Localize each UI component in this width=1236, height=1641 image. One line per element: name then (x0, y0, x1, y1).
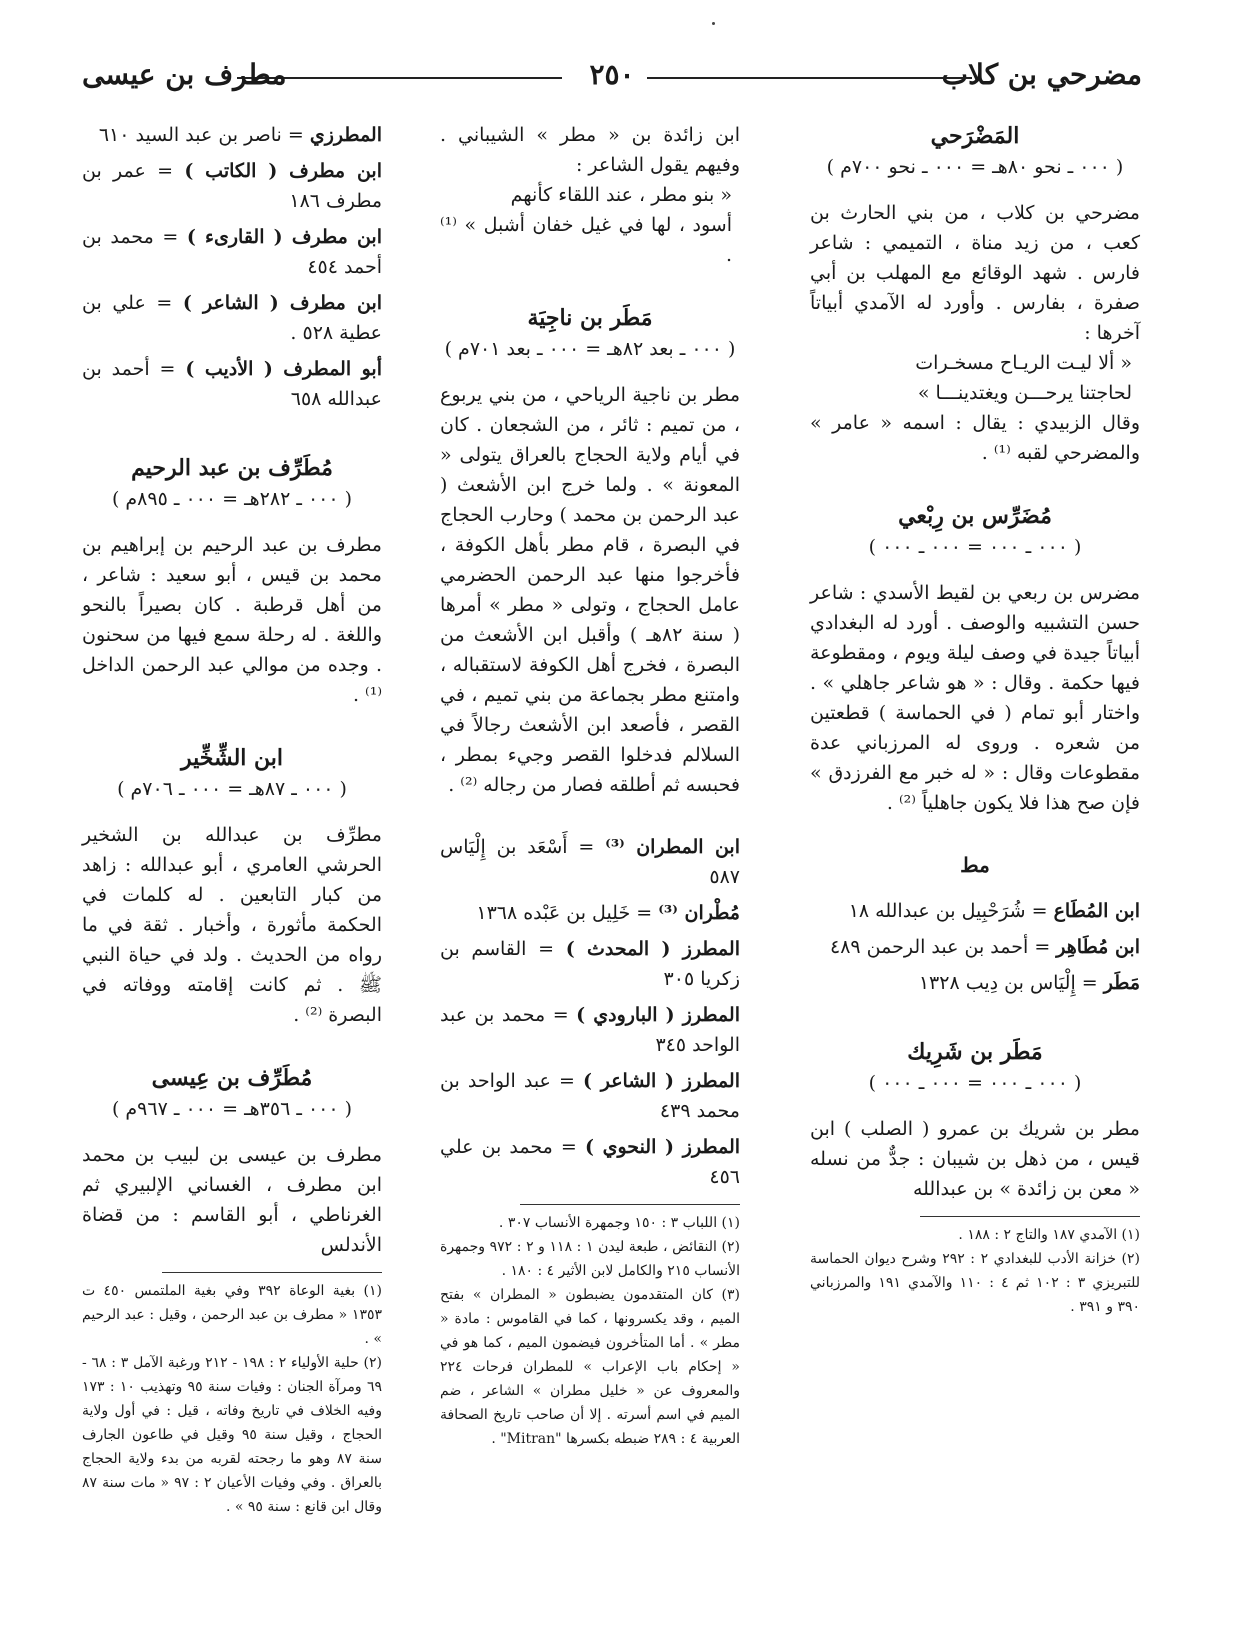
column-right (810, 120, 1140, 1319)
verse-line: « ألا ليـت الريـاح مسخـرات (915, 352, 1132, 374)
cross-reference (440, 1000, 740, 1060)
entry-dates: ( ٠٠٠ ـ نحو ٨٠هـ = ٠٠٠ ـ نحو ٧٠٠م ) (826, 156, 1124, 178)
entry-title: مَطَر بن شَرِيك (907, 1039, 1043, 1065)
entry-text: مطر بن شريك بن عمرو ( الصلب ) ابن قيس ، من ذهل بن شيبان : جدٌّ من نسله « معن بن زائدة » بن عبدالله (810, 1118, 1140, 1200)
page-number: ٢٥٠ (589, 58, 635, 91)
ref-name: المطرز ( البارودي ) (576, 1004, 740, 1026)
ref-target: = محمد بن أحمد ٤٥٤ (82, 226, 382, 278)
cross-reference (440, 1132, 740, 1192)
ref-name: مَطَر (1103, 972, 1140, 994)
cross-reference (810, 968, 1140, 998)
cross-reference (82, 222, 382, 282)
footnote: (٢) حلية الأولياء ٢ : ١٩٨ - ٢١٢ ورغبة الآمل ٣ : ٦٨ - ٦٩ ومرآة الجنان : وفيات سنة ٩٥ وتهذيب ١٠ : ١٧٣ وفيه الخلاف في تاريخ وفاته ، قيل : في أول ولاية الحجاج ، وقيل سنة ٩٥ وقيل في طاعون الجارف سنة ٨٧ وهو ما رجحته لقربه من بدء ولاية الحجاج بالعراق . وفي وفيات الأعيان ٢ : ٩٧ « مات سنة ٨٧ وقال ابن قانع : سنة ٩٥ » . (82, 1355, 383, 1515)
cross-reference (440, 1066, 740, 1126)
ref-name: المطرزي (309, 124, 382, 146)
verse-line: لحاجتنا يرحـــن ويغتدينـــا » (917, 382, 1132, 404)
ref-name: ابن مطرف ( الكاتب ) (184, 160, 382, 182)
ref-target: = أَسْعَد بن إِلْيَاس ٥٨٧ (440, 836, 740, 888)
ref-target: = محمد بن عبد الواحد ٣٤٥ (440, 1004, 740, 1056)
verse-line: « بنو مطر ، عند اللقاء كأنهم (510, 184, 732, 206)
footnote: (٢) النقائض ، طبعة ليدن ١ : ١١٨ و ٢ : ٩٧٢ وجمهرة الأنساب ٢١٥ والكامل لابن الأثير ٤ : ١٨٠ . (440, 1239, 740, 1279)
entry-dates: ( ٠٠٠ ـ ٠٠٠ = ٠٠٠ ـ ٠٠٠ ) (868, 1072, 1082, 1094)
cross-reference (82, 288, 382, 348)
ref-name: ابن مطرف ( الشاعر ) (182, 292, 383, 314)
footnote: (٢) خزانة الأدب للبغدادي ٢ : ٢٩٢ وشرح ديوان الحماسة للتبريزي ٣ : ١٠٢ ثم ٤ : ١١٠ والآمدي ١٩١ والمرزباني ٣٩٠ و ٣٩١ . (810, 1251, 1141, 1315)
page-header (82, 58, 1142, 98)
cross-reference (440, 898, 740, 928)
cross-reference (440, 934, 740, 994)
entry-title: ابن الشِّخِّير (180, 745, 284, 771)
ref-target: = أحمد بن عبد الرحمن ٤٨٩ (829, 936, 1051, 958)
entry-title: المَضْرَحي (930, 123, 1020, 149)
header-right-title: مضرحي بن كلاب (941, 58, 1142, 91)
entry-text: مطرف بن عيسى بن لبيب بن محمد ابن مطرف ، الغساني الإلبيري ثم الغرناطي ، أبو القاسم : من قضاة الأندلس (82, 1144, 382, 1256)
footnote-separator (162, 1272, 382, 1273)
footnote-separator (520, 1204, 740, 1205)
entry-title: مُطَرِّف بن عِيسى (151, 1065, 313, 1091)
entry-dates: ( ٠٠٠ ـ بعد ٨٢هـ = ٠٠٠ ـ بعد ٧٠١م ) (444, 338, 736, 360)
entry-text: ابن زائدة بن « مطر » الشيباني . وفيهم يقول الشاعر : (440, 124, 740, 176)
header-left-title: مطرف بن عيسى (82, 58, 287, 91)
footnote-separator (920, 1216, 1140, 1217)
footnote: (١) بغية الوعاة ٣٩٢ وفي بغية الملتمس ٤٥٠ ت ١٣٥٣ « مطرف بن عبد الرحمن ، وقيل : عبد الرحيم » . (82, 1283, 382, 1347)
entry-title: مُضَرِّس بن رِبْعي (898, 503, 1052, 529)
ref-target: = عمر بن مطرف ١٨٦ (82, 160, 382, 212)
footnote: (١) اللباب ٣ : ١٥٠ وجمهرة الأنساب ٣٠٧ . (498, 1215, 740, 1231)
ref-name: ابن مُطَاهِر (1056, 936, 1140, 958)
ref-target: = ناصر بن عبد السيد ٦١٠ (98, 124, 304, 146)
footnote: (١) الآمدي ١٨٧ والتاج ٢ : ١٨٨ . (958, 1227, 1140, 1243)
cross-reference (82, 354, 382, 414)
entry-text: مطرِّف بن عبدالله بن الشخير الحرشي العامري ، أبو عبدالله : زاهد من كبار التابعين . له كلمات في الحكمة مأثورة ، وأخبار . ثقة في ما رواه من الحديث . ولد في حياة النبي ﷺ . ثم كانت إقامته ووفاته في البصرة ⁽²⁾ . (82, 824, 382, 1026)
section-heading: مط (960, 853, 990, 877)
ref-name: المطرز ( الشاعر ) (583, 1070, 740, 1092)
footnote: (٣) كان المتقدمون يضبطون « المطران » بفتح الميم ، وقد يكسرونها ، كما في القاموس : مادة « مطر » . أما المتأخرون فيضمون الميم ، كما هو في « إحكام باب الإعراب » للمطران فرحات ٢٢٤ والمعروف عن « خليل مطران » الشاعر ، ضم الميم في اسم أسرته . إلا أن صاحب تاريخ الصحافة العربية ٤ : ٢٨٩ ضبطه بكسرها "Mitran" . (440, 1287, 740, 1447)
ref-target: = خَلِيل بن عَبْده ١٣٦٨ (476, 902, 653, 924)
ref-target: = إِلْيَاس بن دِيب ١٣٢٨ (918, 972, 1098, 994)
ref-name: ابن مطرف ( القارىء ) (186, 226, 382, 248)
ref-name: ابن المطران ⁽³⁾ (605, 836, 740, 858)
ref-target: = علي بن عطية ٥٢٨ . (82, 292, 382, 344)
entry-text: وقال الزبيدي : يقال : اسمه « عامر » والمضرحي لقبه ⁽¹⁾ . (810, 412, 1140, 464)
ref-name: أبو المطرف ( الأديب ) (185, 358, 382, 380)
entry-text: مضرحي بن كلاب ، من بني الحارث بن كعب ، من زيد مناة ، التميمي : شاعر فارس . شهد الوقائع مع المهلب بن أبي صفرة ، بفارس . وأورد له الآمدي أبياتاً آخرها : (810, 202, 1140, 344)
ref-name: مُطْران ⁽³⁾ (658, 902, 740, 924)
entry-dates: ( ٠٠٠ ـ ٢٨٢هـ = ٠٠٠ ـ ٨٩٥م ) (111, 488, 353, 510)
entry-title: مَطَر بن ناجِيَة (527, 305, 653, 331)
column-middle (440, 120, 740, 1451)
cross-reference (810, 932, 1140, 962)
cross-reference (810, 896, 1140, 926)
entry-text: مطر بن ناجية الرياحي ، من بني يربوع ، من تميم : ثائر ، من الشجعان . كان في أيام ولاية الحجاج بالعراق يتولى « المعونة » . ولما خرج ابن الأشعث ( عبد الرحمن بن محمد ) وحارب الحجاج في البصرة ، قام مطر بأهل الكوفة ، فأخرجوا منها عبد الرحمن الحضرمي عامل الحجاج ، وتولى « مطر » أمرها ( سنة ٨٢هـ ) وأقبل ابن الأشعث من البصرة ، فخرج أهل الكوفة لاستقباله ، وامتنع مطر بجماعة من بني تميم ، في القصر ، فأصعد ابن الأشعث رجالاً في السلالم فدخلوا القصر وجيء بمطر ، فحبسه ثم أطلقه فصار من رجاله ⁽²⁾ . (439, 384, 740, 796)
ref-target: = أحمد بن عبدالله ٦٥٨ (82, 358, 382, 410)
cross-reference (82, 156, 382, 216)
ref-target: = القاسم بن زكريا ٣٠٥ (440, 938, 740, 990)
verse-line: أسود ، لها في غيل خفان أشبل » ⁽¹⁾ . (440, 214, 732, 266)
entry-dates: ( ٠٠٠ ـ ٠٠٠ = ٠٠٠ ـ ٠٠٠ ) (868, 536, 1082, 558)
column-left (82, 120, 382, 1519)
cross-reference (82, 120, 382, 150)
ref-target: = عبد الواحد بن محمد ٤٣٩ (440, 1070, 740, 1122)
entry-title: مُطَرِّف بن عبد الرحيم (131, 455, 333, 481)
entry-dates: ( ٠٠٠ ـ ٨٧هـ = ٠٠٠ ـ ٧٠٦م ) (117, 778, 347, 800)
entry-dates: ( ٠٠٠ ـ ٣٥٦هـ = ٠٠٠ ـ ٩٦٧م ) (111, 1098, 353, 1120)
cross-reference (440, 832, 740, 892)
ref-target: = شُرَحْبِيل بن عبدالله ١٨ (848, 900, 1048, 922)
ref-name: المطرز ( النحوي ) (584, 1136, 741, 1158)
ref-name: ابن المُطَاع (1053, 900, 1140, 922)
entry-text: مضرس بن ربعي بن لقيط الأسدي : شاعر حسن التشبيه والوصف . أورد له البغدادي أبياتاً جيدة في وصف ليلة ويوم ، ومقطوعة فيها حكمة . وقال : « هو شاعر جاهلي » . واختار أبو تمام ( في الحماسة ) قطعتين من شعره . وروى له المرزباني عدة مقطوعات وقال : « له خبر مع الفرزدق » فإن صح هذا فلا يكون جاهلياً ⁽²⁾ . (810, 582, 1140, 814)
entry-text: مطرف بن عبد الرحيم بن إبراهيم بن محمد بن قيس ، أبو سعيد : شاعر ، من أهل قرطبة . كان بصيراً بالنحو واللغة . له رحلة سمع فيها من سحنون . وجده من موالي عبد الرحمن الداخل ⁽¹⁾ . (82, 534, 382, 706)
ref-target: = محمد بن علي ٤٥٦ (440, 1136, 740, 1188)
print-speck (712, 22, 715, 25)
ref-name: المطرز ( المحدث ) (565, 938, 740, 960)
